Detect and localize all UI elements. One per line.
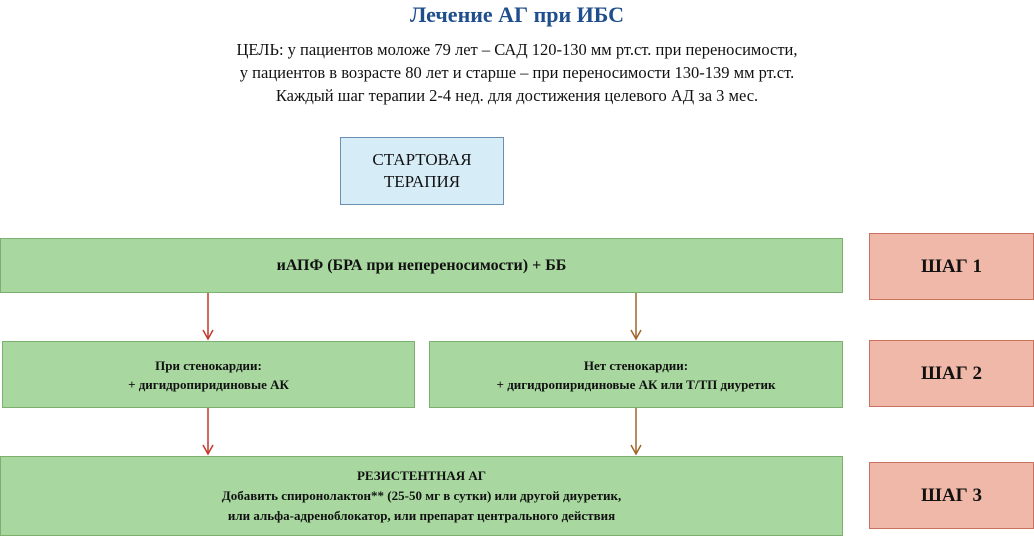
angina-line1: При стенокардии: bbox=[155, 357, 262, 373]
angina-therapy-box bbox=[2, 341, 415, 408]
step-1-text: ШАГ 1 bbox=[921, 255, 982, 277]
resistant-ah-box bbox=[0, 456, 843, 536]
arrowhead-step1-to-no-angina bbox=[631, 330, 641, 339]
step-2-text: ШАГ 2 bbox=[921, 362, 982, 384]
arrowhead-no-angina-to-resistant bbox=[631, 445, 641, 454]
step1-therapy-box bbox=[0, 238, 843, 293]
step-3-text: ШАГ 3 bbox=[921, 484, 982, 506]
diagram-title: Лечение АГ при ИБС bbox=[409, 2, 625, 27]
step-2-label bbox=[869, 340, 1034, 407]
resistant-ah-line2: Добавить спиронолактон** (25-50 мг в сутки) или другой диуретик, bbox=[221, 488, 622, 503]
arrowhead-step1-to-angina bbox=[203, 330, 213, 339]
start-therapy-line1: СТАРТОВАЯ bbox=[372, 150, 472, 169]
goal-line-2: у пациентов в возрасте 80 лет и старше – при переносимости 130-139 мм рт.ст. bbox=[239, 63, 795, 82]
step-3-label bbox=[869, 462, 1034, 529]
start-therapy-line2: ТЕРАПИЯ bbox=[383, 172, 461, 191]
start-therapy-box bbox=[340, 137, 504, 205]
resistant-ah-line1: РЕЗИСТЕНТНАЯ АГ bbox=[356, 468, 487, 483]
step1-therapy-text: иАПФ (БРА при непереносимости) + ББ bbox=[276, 256, 567, 274]
arrowhead-angina-to-resistant bbox=[203, 445, 213, 454]
step-1-label bbox=[869, 233, 1034, 300]
no-angina-line2: + дигидропиридиновые АК или Т/ТП диуретик bbox=[496, 376, 776, 392]
goal-line-1: ЦЕЛЬ: у пациентов моложе 79 лет – САД 120-130 мм рт.ст. при переносимости, bbox=[236, 40, 798, 59]
goal-line-3: Каждый шаг терапии 2-4 нед. для достижения целевого АД за 3 мес. bbox=[275, 86, 759, 105]
no-angina-line1: Нет стенокардии: bbox=[583, 357, 689, 373]
no-angina-therapy-box bbox=[429, 341, 843, 408]
resistant-ah-line3: или альфа-адреноблокатор, или препарат центрального действия bbox=[227, 508, 616, 523]
angina-line2: + дигидропиридиновые АК bbox=[128, 376, 289, 392]
